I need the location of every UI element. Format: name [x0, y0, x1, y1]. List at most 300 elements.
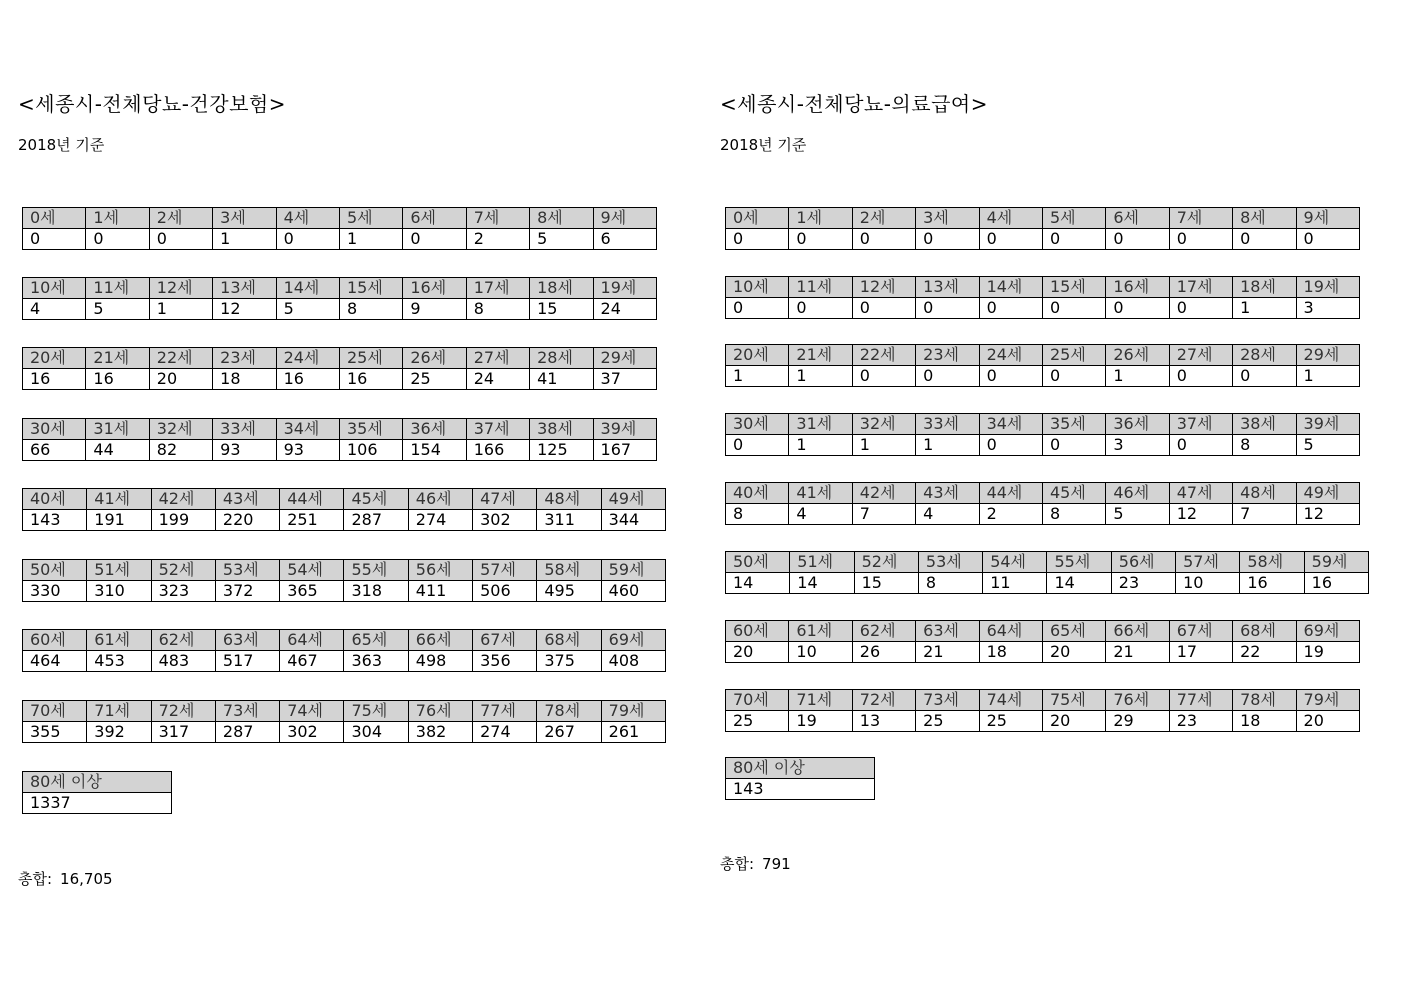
count-cell: 12	[1169, 504, 1232, 525]
age-label-cell: 53세	[918, 552, 982, 573]
count-cell: 0	[149, 229, 212, 250]
age-label-cell: 12세	[149, 278, 212, 299]
count-cell: 464	[23, 651, 87, 672]
count-cell: 0	[276, 229, 339, 250]
count-cell: 317	[151, 722, 215, 743]
count-cell: 8	[726, 504, 789, 525]
age-label-cell: 66세	[1106, 621, 1169, 642]
age-label-cell: 65세	[1042, 621, 1105, 642]
age-header-row	[726, 277, 1360, 298]
age-table	[725, 344, 1360, 387]
count-cell: 408	[601, 651, 665, 672]
age-label-cell: 11세	[86, 278, 149, 299]
age-label-cell: 68세	[1233, 621, 1296, 642]
age-label-cell: 52세	[854, 552, 918, 573]
count-cell: 82	[149, 440, 212, 461]
age-label-cell: 61세	[789, 621, 852, 642]
age-label-cell: 79세	[1296, 690, 1359, 711]
age-label-cell: 10세	[23, 278, 86, 299]
page-title: <세종시-전체당뇨-의료급여>	[720, 92, 988, 116]
count-cell: 18	[213, 369, 276, 390]
age-label-cell: 50세	[23, 560, 87, 581]
age-label-cell: 49세	[601, 489, 665, 510]
age-label-cell: 7세	[466, 208, 529, 229]
age-label-cell: 76세	[1106, 690, 1169, 711]
count-row	[23, 651, 666, 672]
count-cell: 0	[1042, 366, 1105, 387]
age-label-cell: 60세	[726, 621, 789, 642]
age-header-row	[726, 552, 1369, 573]
age-label-cell: 44세	[280, 489, 344, 510]
count-cell: 24	[466, 369, 529, 390]
count-cell: 14	[726, 573, 790, 594]
age-label-cell: 78세	[1233, 690, 1296, 711]
age-label-cell: 42세	[852, 483, 915, 504]
age-label-cell: 0세	[23, 208, 86, 229]
age-label-cell: 9세	[1296, 208, 1359, 229]
age-label-cell: 31세	[789, 414, 852, 435]
age-label-cell: 36세	[1106, 414, 1169, 435]
count-cell: 21	[1106, 642, 1169, 663]
count-cell: 392	[87, 722, 151, 743]
age-label-cell: 72세	[151, 701, 215, 722]
count-cell: 93	[213, 440, 276, 461]
health-insurance-panel	[0, 0, 690, 992]
count-cell: 154	[403, 440, 466, 461]
age-label-cell: 19세	[1296, 277, 1359, 298]
count-cell: 37	[593, 369, 656, 390]
count-cell: 0	[916, 298, 979, 319]
count-row	[726, 573, 1369, 594]
age-header-row	[726, 758, 875, 779]
count-cell: 0	[979, 229, 1042, 250]
count-cell: 1	[213, 229, 276, 250]
age-table	[22, 207, 657, 250]
count-cell: 25	[726, 711, 789, 732]
count-cell: 0	[1169, 366, 1232, 387]
age-label-cell: 47세	[473, 489, 537, 510]
age-table	[22, 559, 666, 602]
age-label-cell: 38세	[530, 419, 593, 440]
count-cell: 0	[979, 435, 1042, 456]
age-table	[725, 551, 1369, 594]
count-cell: 0	[852, 229, 915, 250]
count-cell: 16	[23, 369, 86, 390]
count-cell: 20	[149, 369, 212, 390]
count-cell: 0	[1169, 229, 1232, 250]
age-label-cell: 16세	[1106, 277, 1169, 298]
age-label-cell: 5세	[339, 208, 402, 229]
count-cell: 330	[23, 581, 87, 602]
count-row	[23, 229, 657, 250]
count-cell: 356	[473, 651, 537, 672]
count-cell: 0	[726, 435, 789, 456]
age-table	[22, 700, 666, 743]
count-cell: 3	[1296, 298, 1359, 319]
count-cell: 0	[916, 366, 979, 387]
count-row	[726, 711, 1360, 732]
age-label-cell: 40세	[726, 483, 789, 504]
age-label-cell: 26세	[1106, 345, 1169, 366]
count-cell: 4	[789, 504, 852, 525]
count-cell: 143	[23, 510, 87, 531]
age-label-cell: 20세	[726, 345, 789, 366]
count-cell: 10	[1176, 573, 1240, 594]
age-label-cell: 2세	[149, 208, 212, 229]
count-cell: 453	[87, 651, 151, 672]
count-cell: 93	[276, 440, 339, 461]
count-cell: 302	[473, 510, 537, 531]
age-label-cell: 59세	[1304, 552, 1368, 573]
count-cell: 0	[726, 298, 789, 319]
age-label-cell: 37세	[466, 419, 529, 440]
count-cell: 0	[1042, 435, 1105, 456]
age-label-cell: 31세	[86, 419, 149, 440]
age-label-cell: 34세	[979, 414, 1042, 435]
age-label-cell: 32세	[852, 414, 915, 435]
age-label-cell: 80세 이상	[726, 758, 875, 779]
count-cell: 13	[852, 711, 915, 732]
count-cell: 19	[1296, 642, 1359, 663]
count-cell: 0	[1233, 366, 1296, 387]
age-label-cell: 12세	[852, 277, 915, 298]
count-cell: 23	[1169, 711, 1232, 732]
count-cell: 1	[916, 435, 979, 456]
age-label-cell: 37세	[1169, 414, 1232, 435]
count-cell: 16	[1304, 573, 1368, 594]
count-cell: 0	[979, 366, 1042, 387]
count-cell: 166	[466, 440, 529, 461]
age-label-cell: 39세	[1296, 414, 1359, 435]
count-cell: 8	[918, 573, 982, 594]
age-label-cell: 77세	[1169, 690, 1232, 711]
age-header-row	[23, 419, 657, 440]
age-label-cell: 61세	[87, 630, 151, 651]
count-cell: 261	[601, 722, 665, 743]
age-label-cell: 62세	[852, 621, 915, 642]
count-cell: 16	[276, 369, 339, 390]
age-label-cell: 52세	[151, 560, 215, 581]
age-label-cell: 35세	[339, 419, 402, 440]
count-cell: 267	[537, 722, 601, 743]
count-cell: 0	[852, 366, 915, 387]
age-label-cell: 26세	[403, 348, 466, 369]
count-cell: 0	[1169, 435, 1232, 456]
count-cell: 25	[916, 711, 979, 732]
count-cell: 1	[1296, 366, 1359, 387]
count-cell: 20	[726, 642, 789, 663]
age-label-cell: 17세	[466, 278, 529, 299]
count-cell: 1	[339, 229, 402, 250]
count-cell: 106	[339, 440, 402, 461]
count-cell: 467	[280, 651, 344, 672]
age-label-cell: 63세	[916, 621, 979, 642]
count-cell: 0	[1042, 298, 1105, 319]
age-header-row	[23, 630, 666, 651]
count-cell: 0	[1042, 229, 1105, 250]
age-label-cell: 20세	[23, 348, 86, 369]
age-label-cell: 79세	[601, 701, 665, 722]
age-header-row	[23, 208, 657, 229]
age-label-cell: 50세	[726, 552, 790, 573]
age-label-cell: 64세	[280, 630, 344, 651]
count-cell: 0	[403, 229, 466, 250]
age-label-cell: 32세	[149, 419, 212, 440]
age-label-cell: 45세	[344, 489, 408, 510]
base-year-caption: 2018년 기준	[18, 136, 105, 154]
age-label-cell: 59세	[601, 560, 665, 581]
count-cell: 18	[979, 642, 1042, 663]
count-cell: 14	[1047, 573, 1111, 594]
age-label-cell: 28세	[530, 348, 593, 369]
age-label-cell: 6세	[1106, 208, 1169, 229]
age-label-cell: 70세	[23, 701, 87, 722]
count-cell: 287	[344, 510, 408, 531]
count-cell: 355	[23, 722, 87, 743]
count-cell: 375	[537, 651, 601, 672]
count-cell: 17	[1169, 642, 1232, 663]
age-header-row	[23, 348, 657, 369]
age-table	[725, 482, 1360, 525]
count-cell: 0	[726, 229, 789, 250]
count-cell: 20	[1296, 711, 1359, 732]
age-header-row	[23, 489, 666, 510]
age-label-cell: 43세	[916, 483, 979, 504]
age-label-cell: 24세	[979, 345, 1042, 366]
count-cell: 16	[339, 369, 402, 390]
age-label-cell: 49세	[1296, 483, 1359, 504]
age-label-cell: 69세	[1296, 621, 1359, 642]
count-cell: 16	[86, 369, 149, 390]
count-row	[726, 504, 1360, 525]
total-value: 16,705	[60, 870, 113, 888]
age-label-cell: 14세	[979, 277, 1042, 298]
age-label-cell: 8세	[1233, 208, 1296, 229]
count-cell: 6	[593, 229, 656, 250]
age-label-cell: 56세	[408, 560, 472, 581]
age-label-cell: 44세	[979, 483, 1042, 504]
count-cell: 4	[23, 299, 86, 320]
age-label-cell: 68세	[537, 630, 601, 651]
age-table	[725, 207, 1360, 250]
count-cell: 199	[151, 510, 215, 531]
total-summary	[720, 853, 791, 874]
age-label-cell: 4세	[276, 208, 339, 229]
count-cell: 287	[215, 722, 279, 743]
age-label-cell: 30세	[726, 414, 789, 435]
count-cell: 0	[789, 298, 852, 319]
age-label-cell: 18세	[1233, 277, 1296, 298]
age-header-row	[23, 772, 172, 793]
age-label-cell: 21세	[789, 345, 852, 366]
count-row	[726, 229, 1360, 250]
age-label-cell: 33세	[213, 419, 276, 440]
count-cell: 167	[593, 440, 656, 461]
count-cell: 16	[1240, 573, 1304, 594]
age-label-cell: 64세	[979, 621, 1042, 642]
count-cell: 344	[601, 510, 665, 531]
age-table-over80	[22, 771, 172, 814]
count-cell: 2	[466, 229, 529, 250]
count-row	[726, 435, 1360, 456]
count-cell: 2	[979, 504, 1042, 525]
count-cell: 7	[852, 504, 915, 525]
age-label-cell: 55세	[344, 560, 408, 581]
age-label-cell: 56세	[1111, 552, 1175, 573]
age-label-cell: 22세	[149, 348, 212, 369]
count-cell: 1	[1233, 298, 1296, 319]
age-label-cell: 33세	[916, 414, 979, 435]
count-cell: 1	[852, 435, 915, 456]
age-label-cell: 70세	[726, 690, 789, 711]
age-label-cell: 57세	[1176, 552, 1240, 573]
count-row	[726, 366, 1360, 387]
count-cell: 372	[215, 581, 279, 602]
count-cell: 20	[1042, 642, 1105, 663]
age-label-cell: 13세	[916, 277, 979, 298]
age-label-cell: 9세	[593, 208, 656, 229]
count-cell: 8	[1233, 435, 1296, 456]
medical-aid-panel	[703, 0, 1393, 992]
age-label-cell: 80세 이상	[23, 772, 172, 793]
count-cell: 15	[854, 573, 918, 594]
count-cell: 15	[530, 299, 593, 320]
age-label-cell: 28세	[1233, 345, 1296, 366]
count-cell: 9	[403, 299, 466, 320]
age-label-cell: 3세	[213, 208, 276, 229]
count-cell: 0	[1296, 229, 1359, 250]
count-cell: 483	[151, 651, 215, 672]
count-cell: 1	[789, 435, 852, 456]
count-cell: 5	[276, 299, 339, 320]
count-cell: 26	[852, 642, 915, 663]
count-cell: 460	[601, 581, 665, 602]
age-label-cell: 73세	[215, 701, 279, 722]
count-cell: 220	[215, 510, 279, 531]
count-cell: 20	[1042, 711, 1105, 732]
age-label-cell: 74세	[280, 701, 344, 722]
count-cell: 274	[408, 510, 472, 531]
age-label-cell: 46세	[408, 489, 472, 510]
count-cell: 0	[1106, 229, 1169, 250]
age-label-cell: 51세	[790, 552, 854, 573]
age-label-cell: 15세	[1042, 277, 1105, 298]
count-cell: 274	[473, 722, 537, 743]
age-label-cell: 36세	[403, 419, 466, 440]
age-label-cell: 7세	[1169, 208, 1232, 229]
count-cell: 310	[87, 581, 151, 602]
count-row	[726, 642, 1360, 663]
age-label-cell: 25세	[339, 348, 402, 369]
age-label-cell: 75세	[1042, 690, 1105, 711]
total-value: 791	[762, 855, 791, 873]
age-label-cell: 60세	[23, 630, 87, 651]
age-header-row	[23, 560, 666, 581]
count-cell: 0	[86, 229, 149, 250]
age-label-cell: 57세	[473, 560, 537, 581]
age-label-cell: 27세	[1169, 345, 1232, 366]
count-cell: 311	[537, 510, 601, 531]
count-cell: 14	[790, 573, 854, 594]
age-label-cell: 48세	[537, 489, 601, 510]
age-table	[725, 413, 1360, 456]
age-label-cell: 3세	[916, 208, 979, 229]
count-cell: 318	[344, 581, 408, 602]
age-label-cell: 63세	[215, 630, 279, 651]
count-cell: 363	[344, 651, 408, 672]
age-header-row	[726, 483, 1360, 504]
age-label-cell: 43세	[215, 489, 279, 510]
age-label-cell: 69세	[601, 630, 665, 651]
count-cell: 5	[1106, 504, 1169, 525]
age-label-cell: 29세	[1296, 345, 1359, 366]
age-label-cell: 75세	[344, 701, 408, 722]
age-table	[22, 488, 666, 531]
age-label-cell: 8세	[530, 208, 593, 229]
age-label-cell: 23세	[213, 348, 276, 369]
age-label-cell: 30세	[23, 419, 86, 440]
count-row	[23, 440, 657, 461]
count-cell: 18	[1233, 711, 1296, 732]
age-table	[22, 629, 666, 672]
count-cell: 125	[530, 440, 593, 461]
age-label-cell: 71세	[789, 690, 852, 711]
count-cell: 1337	[23, 793, 172, 814]
age-label-cell: 45세	[1042, 483, 1105, 504]
count-cell: 4	[916, 504, 979, 525]
age-label-cell: 0세	[726, 208, 789, 229]
count-cell: 5	[86, 299, 149, 320]
count-row	[23, 369, 657, 390]
age-table	[22, 418, 657, 461]
age-label-cell: 39세	[593, 419, 656, 440]
count-cell: 8	[466, 299, 529, 320]
count-row	[23, 510, 666, 531]
age-label-cell: 78세	[537, 701, 601, 722]
age-label-cell: 1세	[86, 208, 149, 229]
count-cell: 517	[215, 651, 279, 672]
count-cell: 304	[344, 722, 408, 743]
age-label-cell: 17세	[1169, 277, 1232, 298]
age-label-cell: 51세	[87, 560, 151, 581]
age-header-row	[726, 621, 1360, 642]
count-cell: 495	[537, 581, 601, 602]
age-label-cell: 24세	[276, 348, 339, 369]
page-title: <세종시-전체당뇨-건강보험>	[18, 92, 286, 116]
age-header-row	[726, 345, 1360, 366]
count-cell: 22	[1233, 642, 1296, 663]
age-label-cell: 1세	[789, 208, 852, 229]
count-cell: 0	[852, 298, 915, 319]
count-cell: 66	[23, 440, 86, 461]
count-cell: 5	[530, 229, 593, 250]
age-label-cell: 54세	[983, 552, 1047, 573]
age-table	[22, 277, 657, 320]
count-cell: 25	[403, 369, 466, 390]
age-header-row	[726, 414, 1360, 435]
total-label: 총합:	[18, 870, 53, 888]
age-table	[22, 347, 657, 390]
count-cell: 302	[280, 722, 344, 743]
count-cell: 0	[916, 229, 979, 250]
age-label-cell: 19세	[593, 278, 656, 299]
count-cell: 251	[280, 510, 344, 531]
total-summary	[18, 868, 113, 889]
count-cell: 7	[1233, 504, 1296, 525]
age-label-cell: 6세	[403, 208, 466, 229]
age-label-cell: 23세	[916, 345, 979, 366]
count-cell: 3	[1106, 435, 1169, 456]
